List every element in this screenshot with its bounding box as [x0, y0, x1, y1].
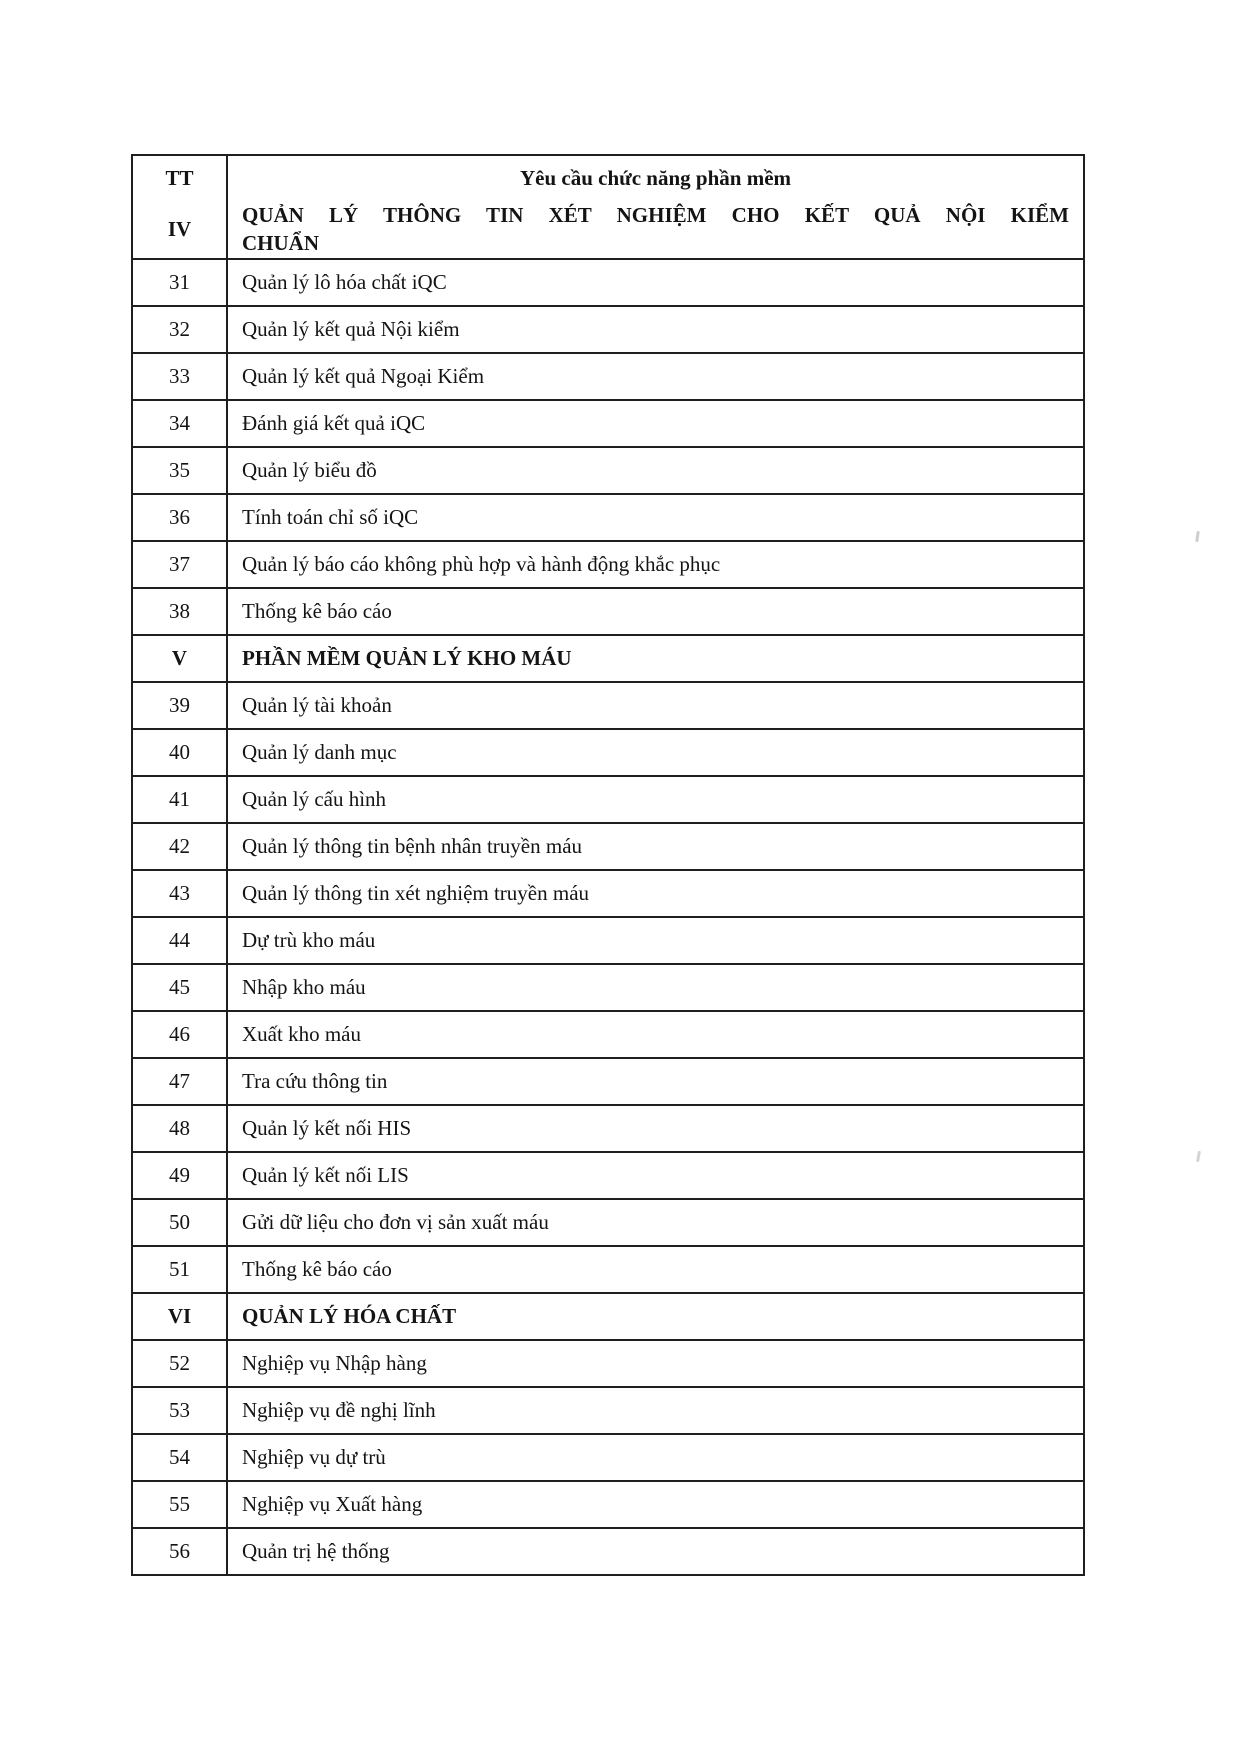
row-label: Tính toán chỉ số iQC — [242, 505, 419, 529]
row-number: 35 — [133, 448, 228, 493]
row-label: Quản lý kết nối HIS — [242, 1116, 412, 1140]
row-number: 36 — [133, 495, 228, 540]
row-number: 33 — [133, 354, 228, 399]
row-label: Gửi dữ liệu cho đơn vị sản xuất máu — [242, 1210, 549, 1234]
row-label: Nhập kho máu — [242, 975, 366, 999]
row-label: QUẢN LÝ HÓA CHẤT — [242, 1304, 457, 1328]
header-cell-tt: TT — [133, 156, 228, 200]
table-row — [133, 305, 1083, 352]
row-label: Nghiệp vụ Nhập hàng — [242, 1351, 427, 1375]
table-row — [133, 916, 1083, 963]
row-number: 52 — [133, 1341, 228, 1386]
row-number: 49 — [133, 1153, 228, 1198]
row-number: 50 — [133, 1200, 228, 1245]
row-number: 55 — [133, 1482, 228, 1527]
row-label: Quản lý kết nối LIS — [242, 1163, 409, 1187]
table-row — [133, 1010, 1083, 1057]
row-label-line: CHUẨN — [242, 231, 319, 255]
row-number: VI — [133, 1294, 228, 1339]
row-number: 40 — [133, 730, 228, 775]
table-row — [133, 681, 1083, 728]
row-number: 45 — [133, 965, 228, 1010]
section-row — [133, 634, 1083, 681]
table-row — [133, 446, 1083, 493]
row-label: Quản lý lô hóa chất iQC — [242, 270, 447, 294]
row-number: 32 — [133, 307, 228, 352]
row-label: Quản lý biểu đồ — [242, 458, 377, 482]
table-row — [133, 1433, 1083, 1480]
row-label: Nghiệp vụ dự trù — [242, 1445, 386, 1469]
table-row — [133, 493, 1083, 540]
row-label: Quản lý kết quả Ngoại Kiểm — [242, 364, 485, 388]
row-label: Quản lý tài khoản — [242, 693, 392, 717]
table-row — [133, 1339, 1083, 1386]
row-label: PHẦN MỀM QUẢN LÝ KHO MÁU — [242, 646, 572, 670]
row-number: 43 — [133, 871, 228, 916]
row-label-line: QUẢN LÝ THÔNG TIN XÉT NGHIỆM CHO KẾT QUẢ NỘI KIỂM — [242, 203, 1069, 227]
table-row — [133, 352, 1083, 399]
row-label: Quản trị hệ thống — [242, 1539, 390, 1563]
table-row — [133, 728, 1083, 775]
row-number: 31 — [133, 260, 228, 305]
row-number: 48 — [133, 1106, 228, 1151]
table-row — [133, 399, 1083, 446]
table-row — [133, 1527, 1083, 1574]
row-label: Quản lý cấu hình — [242, 787, 387, 811]
table-row — [133, 822, 1083, 869]
requirements-table — [131, 154, 1085, 1576]
row-number: 39 — [133, 683, 228, 728]
header-cell-requirement: Yêu cầu chức năng phần mềm — [519, 165, 792, 190]
table-row — [133, 258, 1083, 305]
table-row — [133, 1057, 1083, 1104]
row-number: 56 — [133, 1529, 228, 1574]
row-number: 34 — [133, 401, 228, 446]
row-label: Dự trù kho máu — [242, 928, 376, 952]
row-label: Xuất kho máu — [242, 1022, 361, 1046]
row-number: IV — [133, 200, 228, 258]
row-number: 54 — [133, 1435, 228, 1480]
scan-artifact — [1196, 1151, 1201, 1162]
table-row — [133, 1198, 1083, 1245]
table-header-row — [133, 156, 1083, 200]
row-label: Quản lý danh mục — [242, 740, 397, 764]
row-label: Quản lý thông tin bệnh nhân truyền máu — [242, 834, 583, 858]
section-row — [133, 200, 1083, 258]
section-row — [133, 1292, 1083, 1339]
table-row — [133, 587, 1083, 634]
table-row — [133, 775, 1083, 822]
row-label: Quản lý kết quả Nội kiểm — [242, 317, 460, 341]
table-row — [133, 1151, 1083, 1198]
table-row — [133, 1104, 1083, 1151]
row-label: Thống kê báo cáo — [242, 599, 392, 623]
table-row — [133, 1386, 1083, 1433]
row-label: Quản lý thông tin xét nghiệm truyền máu — [242, 881, 590, 905]
row-number: 53 — [133, 1388, 228, 1433]
row-number: 37 — [133, 542, 228, 587]
scan-artifact — [1195, 531, 1200, 542]
row-label: Đánh giá kết quả iQC — [242, 411, 426, 435]
table-row — [133, 540, 1083, 587]
table-row — [133, 869, 1083, 916]
row-label: Quản lý báo cáo không phù hợp và hành động khắc phục — [242, 552, 721, 576]
row-label: Tra cứu thông tin — [242, 1069, 388, 1093]
table-row — [133, 963, 1083, 1010]
table-row — [133, 1245, 1083, 1292]
row-number: 38 — [133, 589, 228, 634]
row-label: Nghiệp vụ đề nghị lĩnh — [242, 1398, 436, 1422]
table-row — [133, 1480, 1083, 1527]
row-label: Nghiệp vụ Xuất hàng — [242, 1492, 423, 1516]
row-label: Thống kê báo cáo — [242, 1257, 392, 1281]
row-number: 42 — [133, 824, 228, 869]
row-number: 46 — [133, 1012, 228, 1057]
table-body — [133, 200, 1083, 1574]
row-label — [228, 200, 1083, 258]
row-number: V — [133, 636, 228, 681]
row-number: 41 — [133, 777, 228, 822]
row-number: 51 — [133, 1247, 228, 1292]
row-number: 44 — [133, 918, 228, 963]
row-number: 47 — [133, 1059, 228, 1104]
